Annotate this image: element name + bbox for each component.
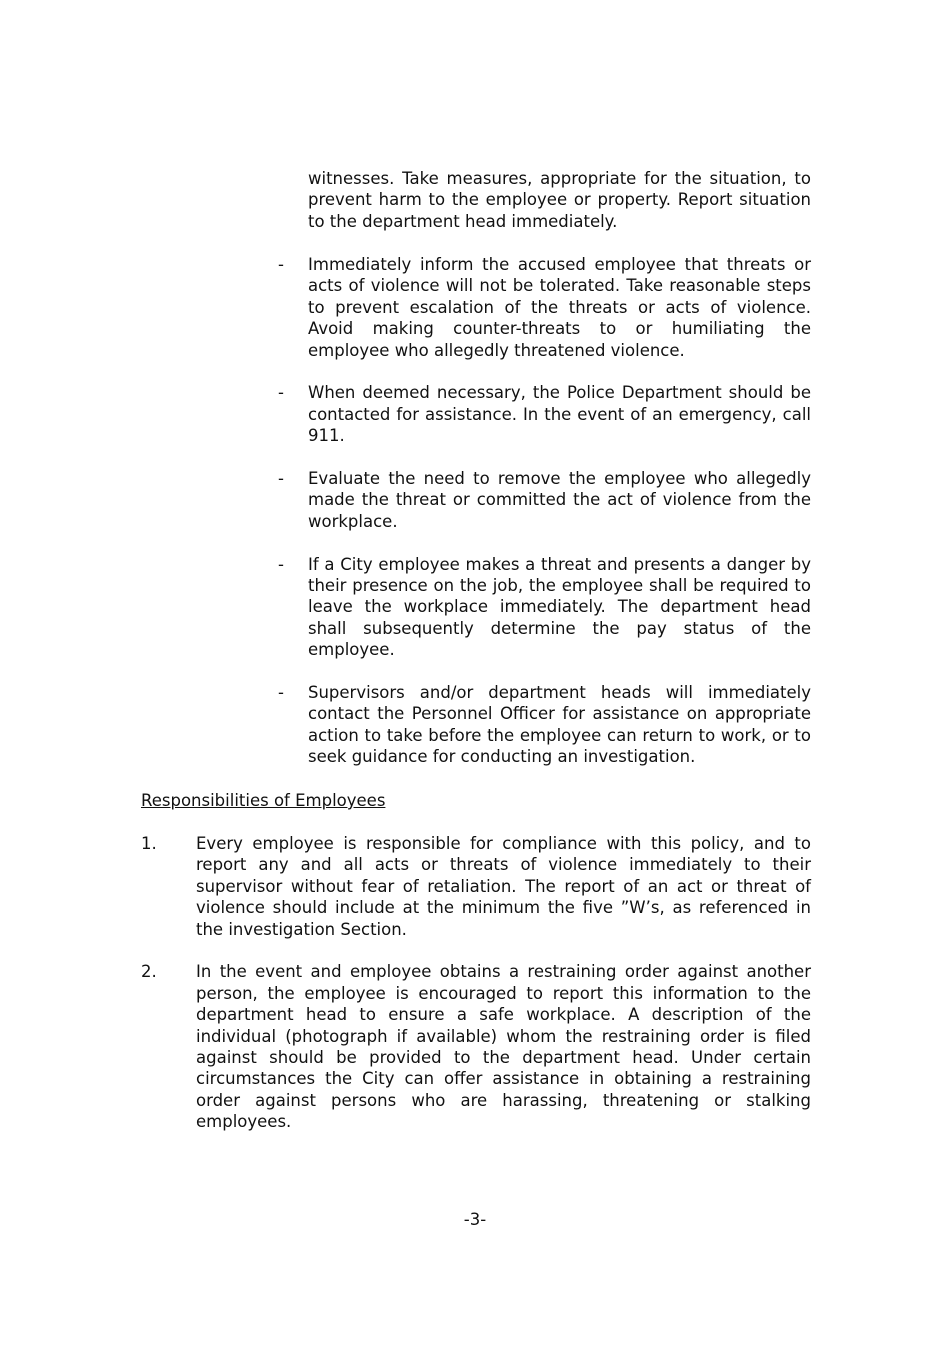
item-text: Every employee is responsible for compliance with this policy, and to report any and all acts or threats of violence immediately to their supervisor without fear of retaliation. The report of an act or threat of violence should include at the minimum the five ”W’s, as referenced in the investigation Section. bbox=[196, 834, 811, 939]
bullet-dash: - bbox=[278, 554, 284, 574]
bullet-text: If a City employee makes a threat and presents a danger by their presence on the job, the employee shall be required to leave the workplace immediately. The department head shall subsequently determine the pay status of the employee. bbox=[308, 554, 811, 660]
list-item bbox=[141, 961, 811, 1132]
list-item bbox=[278, 554, 811, 661]
list-item bbox=[141, 833, 811, 940]
bullet-text: Immediately inform the accused employee that threats or acts of violence will not be tolerated. Take reasonable steps to prevent escalation of the threats or acts of violence. Avoid making counter-threats to or humiliating the employee who allegedly threatened violence. bbox=[308, 255, 811, 360]
bullet-dash: - bbox=[278, 469, 284, 489]
section-heading: Responsibilities of Employees bbox=[141, 791, 386, 810]
bullet-dash: - bbox=[278, 683, 284, 703]
list-item bbox=[278, 468, 811, 532]
continuation-paragraph: witnesses. Take measures, appropriate for the situation, to prevent harm to the employee or property. Report situation to the department head immediately. bbox=[308, 169, 811, 231]
item-text: In the event and employee obtains a restraining order against another person, the employee is encouraged to report this information to the department head to ensure a safe workplace. A description of the individual (photograph if available) whom the restraining order is filed against should be provided to the department head. Under certain circumstances the City can offer assistance in obtaining a restraining order against persons who are harassing, threatening or stalking employees. bbox=[196, 962, 811, 1132]
list-item bbox=[278, 254, 811, 361]
employee-responsibilities-list bbox=[141, 833, 811, 1154]
item-number: 2. bbox=[141, 962, 157, 982]
bullet-text: Supervisors and/or department heads will immediately contact the Personnel Officer for assistance on appropriate action to take before the employee can return to work, or to seek guidance for conducting an investigation. bbox=[308, 683, 811, 767]
supervisor-steps-list bbox=[278, 254, 811, 789]
bullet-text: Evaluate the need to remove the employee who allegedly made the threat or committed the act of violence from the workplace. bbox=[308, 469, 811, 531]
page-number: -3- bbox=[463, 1210, 487, 1229]
item-number: 1. bbox=[141, 834, 157, 853]
bullet-dash: - bbox=[278, 383, 284, 403]
bullet-dash: - bbox=[278, 255, 284, 274]
list-item bbox=[278, 682, 811, 768]
list-item bbox=[278, 382, 811, 446]
bullet-text: When deemed necessary, the Police Department should be contacted for assistance. In the event of an emergency, call 911. bbox=[308, 383, 811, 446]
